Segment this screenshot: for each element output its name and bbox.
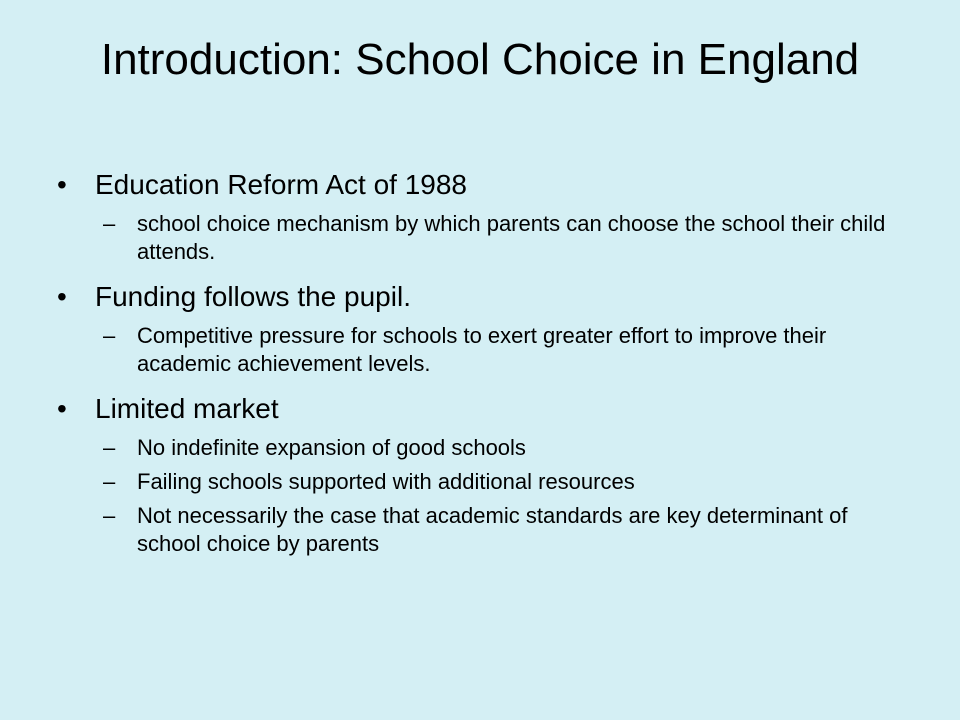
dash-icon: – — [103, 211, 116, 236]
sub-bullet-competitive-pressure — [0, 322, 960, 378]
bullet-funding — [0, 280, 960, 314]
bullet-group-funding — [0, 280, 960, 378]
bullet-limited-market — [0, 392, 960, 426]
sub-bullet-academic-standards — [0, 502, 960, 558]
dash-icon: – — [103, 323, 116, 348]
sub-bullet-failing-schools — [0, 468, 960, 496]
bullet-text: Education Reform Act of 1988 — [95, 169, 467, 200]
bullet-education-reform — [0, 168, 960, 202]
slide-title: Introduction: School Choice in England — [100, 35, 860, 84]
dash-icon: – — [103, 503, 116, 528]
bullet-group-education-reform — [0, 168, 960, 266]
bullet-group-limited-market — [0, 392, 960, 558]
sub-bullet-text: No indefinite expansion of good schools — [137, 435, 526, 460]
dash-icon: – — [103, 435, 116, 460]
sub-bullet-text: school choice mechanism by which parents can choose the school their child attends. — [137, 211, 886, 264]
slide-body — [0, 168, 960, 572]
bullet-dot-icon: • — [57, 169, 67, 200]
sub-bullet-text: Not necessarily the case that academic standards are key determinant of school choice by parents — [137, 503, 848, 556]
bullet-dot-icon: • — [57, 393, 67, 424]
bullet-text: Funding follows the pupil. — [95, 281, 411, 312]
sub-bullet-school-choice-mechanism — [0, 210, 960, 266]
bullet-dot-icon: • — [57, 281, 67, 312]
sub-bullet-text: Failing schools supported with additional resources — [137, 469, 635, 494]
sub-bullet-text: Competitive pressure for schools to exert greater effort to improve their academic achievement levels. — [137, 323, 827, 376]
dash-icon: – — [103, 469, 116, 494]
sub-bullet-no-indefinite-expansion — [0, 434, 960, 462]
bullet-text: Limited market — [95, 393, 279, 424]
